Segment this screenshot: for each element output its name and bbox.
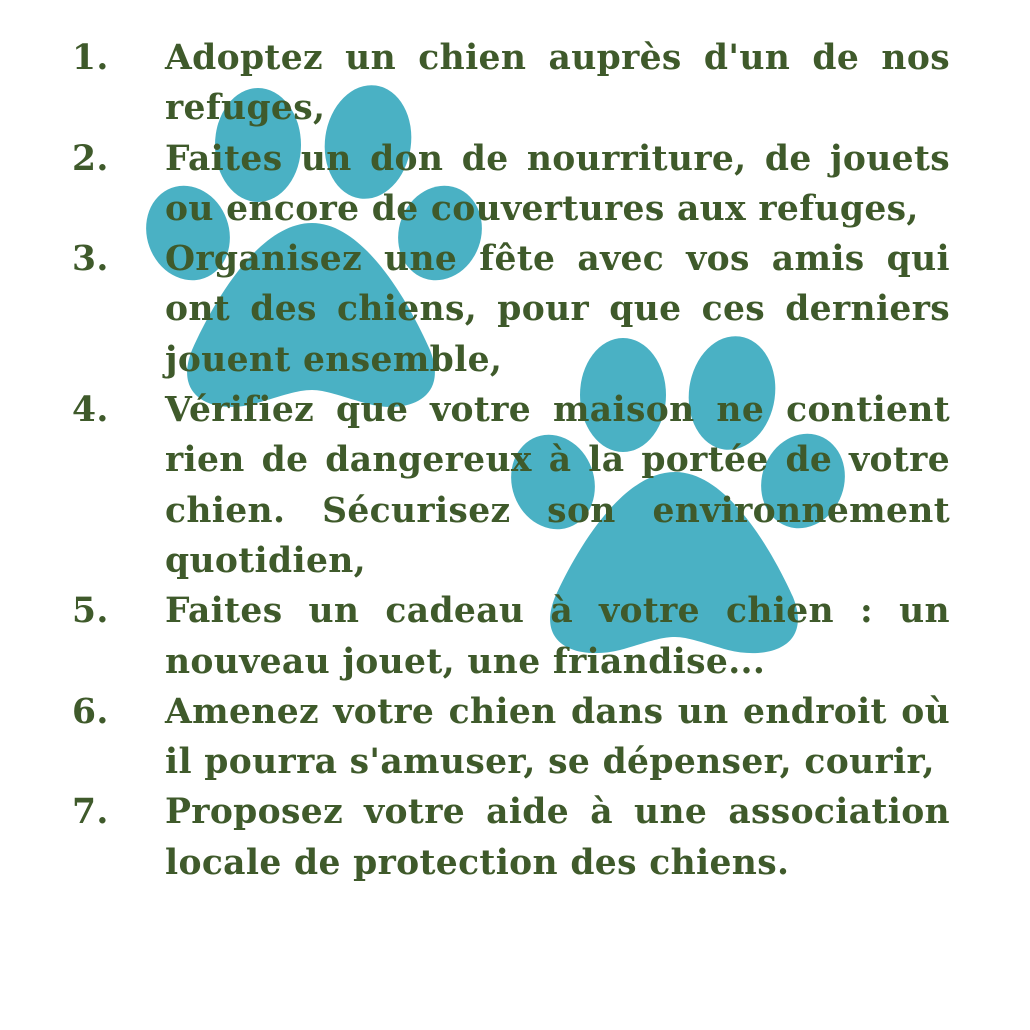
item-number: 5.: [72, 591, 109, 632]
item-text: Adoptez un chien auprès d'un de nos refuges,: [165, 38, 950, 129]
list-item: [72, 33, 950, 134]
item-text: Faites un don de nourriture, de jouets ou encore de couvertures aux refuges,: [165, 138, 950, 229]
list-item: [72, 234, 950, 385]
item-number: 3.: [72, 239, 109, 280]
item-text: Proposez votre aide à une association locale de protection des chiens.: [165, 792, 950, 883]
list-item: [72, 687, 950, 788]
item-text: Organisez une fête avec vos amis qui ont des chiens, pour que ces derniers jouent ensemble,: [165, 239, 950, 380]
list-item: [72, 787, 950, 888]
item-text: Amenez votre chien dans un endroit où il pourra s'amuser, se dépenser, courir,: [165, 691, 950, 783]
list-item: [72, 586, 950, 687]
item-number: 7.: [72, 792, 109, 833]
item-number: 1.: [72, 38, 109, 78]
list-item: [72, 134, 950, 235]
item-text: Faites un cadeau à votre chien : un nouveau jouet, une friandise...: [165, 591, 950, 682]
item-number: 6.: [72, 691, 109, 732]
item-number: 4.: [72, 390, 109, 431]
list-item: [72, 385, 950, 586]
tips-list: [72, 33, 950, 888]
item-text: Vérifiez que votre maison ne contient rien de dangereux à la portée de votre chien. Sécurisez son environnement quotidien,: [165, 390, 950, 581]
item-number: 2.: [72, 138, 109, 179]
